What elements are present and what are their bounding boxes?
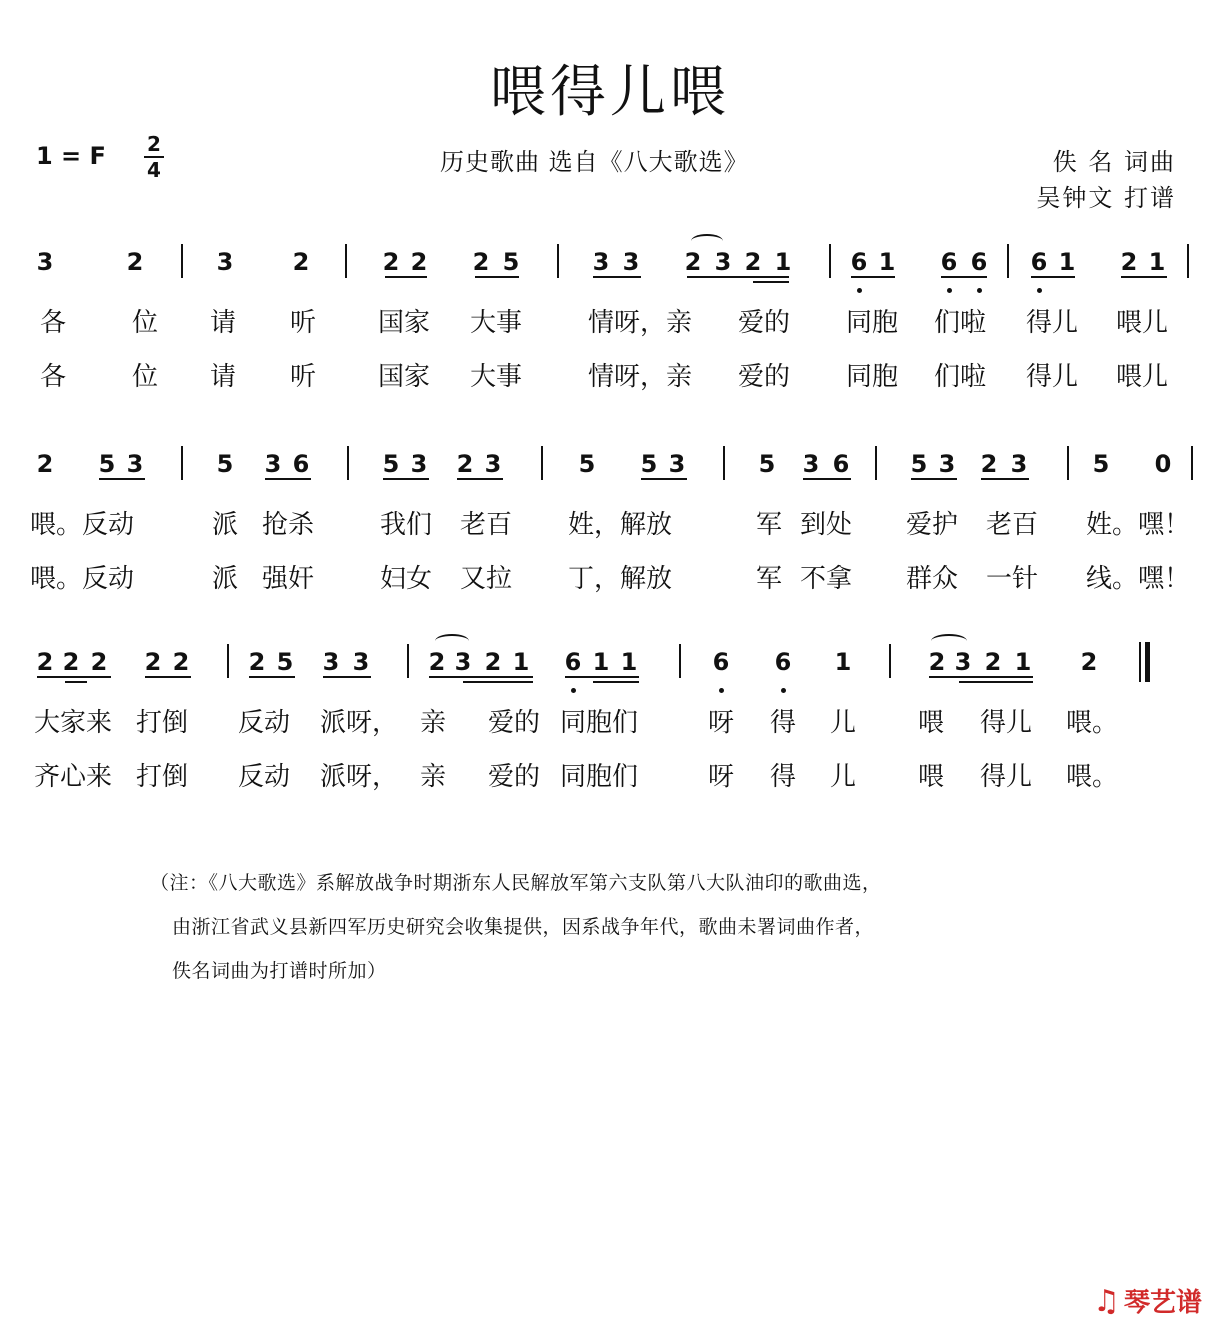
bar-line: [1191, 446, 1193, 480]
lyric-word: 大事: [470, 308, 523, 338]
note: 3: [126, 450, 144, 478]
note: 1: [592, 648, 610, 676]
lyric-word: 得儿: [1026, 308, 1079, 338]
bar-line: [829, 244, 831, 278]
note: 5: [276, 648, 294, 676]
lyric-word: 爱的: [738, 362, 791, 392]
underline-beat: [385, 276, 427, 278]
note: 2: [1120, 248, 1138, 276]
key-signature: 1 = F: [36, 142, 106, 170]
lyric-word: 情呀，亲: [588, 308, 693, 338]
note: 3: [1010, 450, 1028, 478]
underline-beat: [457, 478, 503, 480]
lyric-word: 情呀，亲: [588, 362, 693, 392]
lyric-word: 各: [40, 362, 67, 392]
note: 5: [758, 450, 776, 478]
note: 6: [564, 648, 582, 676]
note: 5: [578, 450, 596, 478]
bar-line: [347, 446, 349, 480]
slur-arc: [435, 634, 469, 648]
bar-line: [875, 446, 877, 480]
site-logo: [1093, 1282, 1202, 1319]
underline-beat: [687, 276, 789, 278]
underline-beat: [641, 478, 687, 480]
underline-beat: [37, 676, 111, 678]
credit-lyrics-music: 佚 名 词曲: [1052, 148, 1176, 176]
lyric-word: 们啦: [934, 362, 987, 392]
bar-line: [1007, 244, 1009, 278]
underline-beat: [753, 281, 789, 283]
note: 5: [1092, 450, 1110, 478]
note: 3: [668, 450, 686, 478]
underline-beat: [429, 676, 533, 678]
note: 3: [264, 450, 282, 478]
note: 1: [620, 648, 638, 676]
lyric-word: 一针: [986, 564, 1039, 594]
time-top: 2: [147, 132, 161, 156]
lyric-word: 喂。: [1066, 762, 1119, 792]
lyric-word: 喂: [918, 708, 945, 738]
note: 2: [980, 450, 998, 478]
bar-line: [889, 644, 891, 678]
lyric-word: 到处: [800, 510, 853, 540]
note: 2: [62, 648, 80, 676]
note: 1: [774, 248, 792, 276]
note: 2: [144, 648, 162, 676]
note: 6: [970, 248, 988, 276]
note: 3: [216, 248, 234, 276]
note: 3: [954, 648, 972, 676]
lyric-word: 同胞: [846, 308, 899, 338]
underline-beat: [565, 676, 639, 678]
underline-beat: [475, 276, 519, 278]
note: 3: [36, 248, 54, 276]
lyric-word: 线。嘿！: [1086, 564, 1191, 594]
note: 2: [428, 648, 446, 676]
underline-beat: [463, 681, 533, 683]
underline-beat: [959, 681, 1033, 683]
underline-beat: [981, 478, 1029, 480]
note: 6: [1030, 248, 1048, 276]
lyric-word: 打倒: [136, 762, 189, 792]
octave-dot: [1037, 288, 1042, 293]
underline-beat: [941, 276, 987, 278]
time-signature: [142, 133, 166, 181]
note: 2: [472, 248, 490, 276]
lyric-word: 爱的: [488, 762, 541, 792]
bar-line: [557, 244, 559, 278]
note: 2: [126, 248, 144, 276]
bar-line: [181, 244, 183, 278]
lyric-word: 喂儿: [1116, 308, 1169, 338]
note: 3: [938, 450, 956, 478]
underline-beat: [1031, 276, 1075, 278]
note: 1: [1148, 248, 1166, 276]
lyric-word: 亲: [420, 708, 447, 738]
logo-text: 琴艺谱: [1123, 1288, 1202, 1318]
final-bar-thick: [1145, 642, 1150, 682]
song-title: 喂得儿喂: [490, 60, 730, 125]
lyric-word: 呀: [708, 762, 735, 792]
lyric-word: 同胞们: [560, 762, 639, 792]
underline-beat: [929, 676, 1033, 678]
bar-line: [407, 644, 409, 678]
octave-dot: [857, 288, 862, 293]
lyric-word: 反动: [238, 762, 291, 792]
footnote-line-3: 佚名词曲为打谱时所加）: [172, 960, 387, 982]
note: 1: [1058, 248, 1076, 276]
lyric-word: 强奸: [262, 564, 315, 594]
credit-notation: 吴钟文 打谱: [1036, 184, 1176, 212]
lyric-word: 丁，解放: [568, 564, 673, 594]
note: 2: [928, 648, 946, 676]
note: 3: [802, 450, 820, 478]
note: 2: [984, 648, 1002, 676]
bar-line: [1187, 244, 1189, 278]
footnote-line-2: 由浙江省武义县新四军历史研究会收集提供，因系战争年代，歌曲未署词曲作者，: [172, 916, 875, 938]
lyric-word: 我们: [380, 510, 433, 540]
underline-beat: [249, 676, 295, 678]
underline-beat: [145, 676, 191, 678]
lyric-word: 国家: [378, 362, 431, 392]
bar-line: [1067, 446, 1069, 480]
lyric-word: 得: [770, 762, 797, 792]
lyric-word: 老百: [986, 510, 1039, 540]
note: 2: [172, 648, 190, 676]
underline-beat: [911, 478, 957, 480]
lyric-word: 请: [210, 362, 237, 392]
bar-line: [181, 446, 183, 480]
lyric-word: 儿: [830, 708, 857, 738]
slur-arc: [691, 234, 723, 248]
logo-mark-icon: ♫: [1093, 1284, 1120, 1319]
bar-line: [345, 244, 347, 278]
lyric-word: 国家: [378, 308, 431, 338]
underline-beat: [265, 478, 311, 480]
lyric-word: 得儿: [980, 708, 1033, 738]
lyric-word: 儿: [830, 762, 857, 792]
bar-line: [723, 446, 725, 480]
lyric-word: 群众: [906, 564, 959, 594]
slur-arc: [931, 634, 967, 648]
lyric-word: 爱护: [906, 510, 959, 540]
note: 1: [834, 648, 852, 676]
note: 3: [454, 648, 472, 676]
note: 0: [1154, 450, 1172, 478]
note: 6: [832, 450, 850, 478]
lyric-word: 爱的: [738, 308, 791, 338]
underline-beat: [383, 478, 429, 480]
note: 5: [382, 450, 400, 478]
note: 3: [714, 248, 732, 276]
lyric-word: 呀: [708, 708, 735, 738]
note: 6: [940, 248, 958, 276]
lyric-word: 反动: [238, 708, 291, 738]
lyric-word: 亲: [420, 762, 447, 792]
lyric-word: 得: [770, 708, 797, 738]
lyric-word: 同胞们: [560, 708, 639, 738]
underline-beat: [851, 276, 895, 278]
lyric-word: 听: [290, 308, 317, 338]
lyric-word: 听: [290, 362, 317, 392]
lyric-word: 打倒: [136, 708, 189, 738]
lyric-word: 老百: [460, 510, 513, 540]
note: 2: [382, 248, 400, 276]
lyric-word: 同胞: [846, 362, 899, 392]
note: 3: [592, 248, 610, 276]
lyric-word: 位: [132, 362, 159, 392]
note: 2: [410, 248, 428, 276]
lyric-word: 喂: [918, 762, 945, 792]
lyric-word: 军: [756, 510, 783, 540]
underline-beat: [803, 478, 851, 480]
note: 3: [352, 648, 370, 676]
lyric-word: 喂。反动: [30, 564, 135, 594]
note: 1: [512, 648, 530, 676]
underline-beat: [65, 681, 87, 683]
lyric-word: 请: [210, 308, 237, 338]
note: 3: [622, 248, 640, 276]
note: 5: [640, 450, 658, 478]
note: 2: [684, 248, 702, 276]
note: 6: [292, 450, 310, 478]
footnote-line-1: （注：《八大歌选》系解放战争时期浙东人民解放军第六支队第八大队油印的歌曲选，: [150, 872, 882, 894]
note: 2: [248, 648, 266, 676]
lyric-word: 喂。反动: [30, 510, 135, 540]
lyric-word: 各: [40, 308, 67, 338]
octave-dot: [571, 688, 576, 693]
octave-dot: [977, 288, 982, 293]
lyric-word: 派: [212, 564, 239, 594]
underline-beat: [1121, 276, 1167, 278]
bar-line: [227, 644, 229, 678]
underline-beat: [99, 478, 145, 480]
lyric-word: 抢杀: [262, 510, 315, 540]
bar-line: [541, 446, 543, 480]
note: 3: [484, 450, 502, 478]
lyric-word: 姓。嘿！: [1086, 510, 1191, 540]
lyric-word: 军: [756, 564, 783, 594]
octave-dot: [947, 288, 952, 293]
note: 2: [744, 248, 762, 276]
lyric-word: 派: [212, 510, 239, 540]
note: 2: [90, 648, 108, 676]
lyric-word: 又拉: [460, 564, 513, 594]
lyric-word: 妇女: [380, 564, 433, 594]
lyric-word: 不拿: [800, 564, 853, 594]
note: 5: [98, 450, 116, 478]
lyric-word: 们啦: [934, 308, 987, 338]
note: 2: [36, 450, 54, 478]
lyric-word: 喂。: [1066, 708, 1119, 738]
note: 1: [878, 248, 896, 276]
lyric-word: 位: [132, 308, 159, 338]
lyric-word: 派呀，: [320, 762, 399, 792]
octave-dot: [719, 688, 724, 693]
final-bar-thin: [1139, 642, 1141, 682]
lyric-word: 得儿: [980, 762, 1033, 792]
note: 3: [410, 450, 428, 478]
underline-beat: [593, 681, 639, 683]
underline-beat: [593, 276, 641, 278]
lyric-word: 齐心来: [34, 762, 113, 792]
note: 5: [502, 248, 520, 276]
time-bottom: 4: [147, 158, 161, 182]
lyric-word: 爱的: [488, 708, 541, 738]
note: 1: [1014, 648, 1032, 676]
lyric-word: 派呀，: [320, 708, 399, 738]
lyric-word: 大家来: [34, 708, 113, 738]
note: 2: [456, 450, 474, 478]
note: 2: [1080, 648, 1098, 676]
note: 6: [774, 648, 792, 676]
note: 5: [216, 450, 234, 478]
note: 6: [712, 648, 730, 676]
underline-beat: [323, 676, 371, 678]
lyric-word: 得儿: [1026, 362, 1079, 392]
note: 2: [36, 648, 54, 676]
note: 6: [850, 248, 868, 276]
lyric-word: 喂儿: [1116, 362, 1169, 392]
lyric-word: 大事: [470, 362, 523, 392]
note: 2: [484, 648, 502, 676]
song-subtitle: 历史歌曲 选自《八大歌选》: [440, 148, 749, 176]
note: 3: [322, 648, 340, 676]
note: 5: [910, 450, 928, 478]
bar-line: [679, 644, 681, 678]
note: 2: [292, 248, 310, 276]
octave-dot: [781, 688, 786, 693]
lyric-word: 姓，解放: [568, 510, 673, 540]
